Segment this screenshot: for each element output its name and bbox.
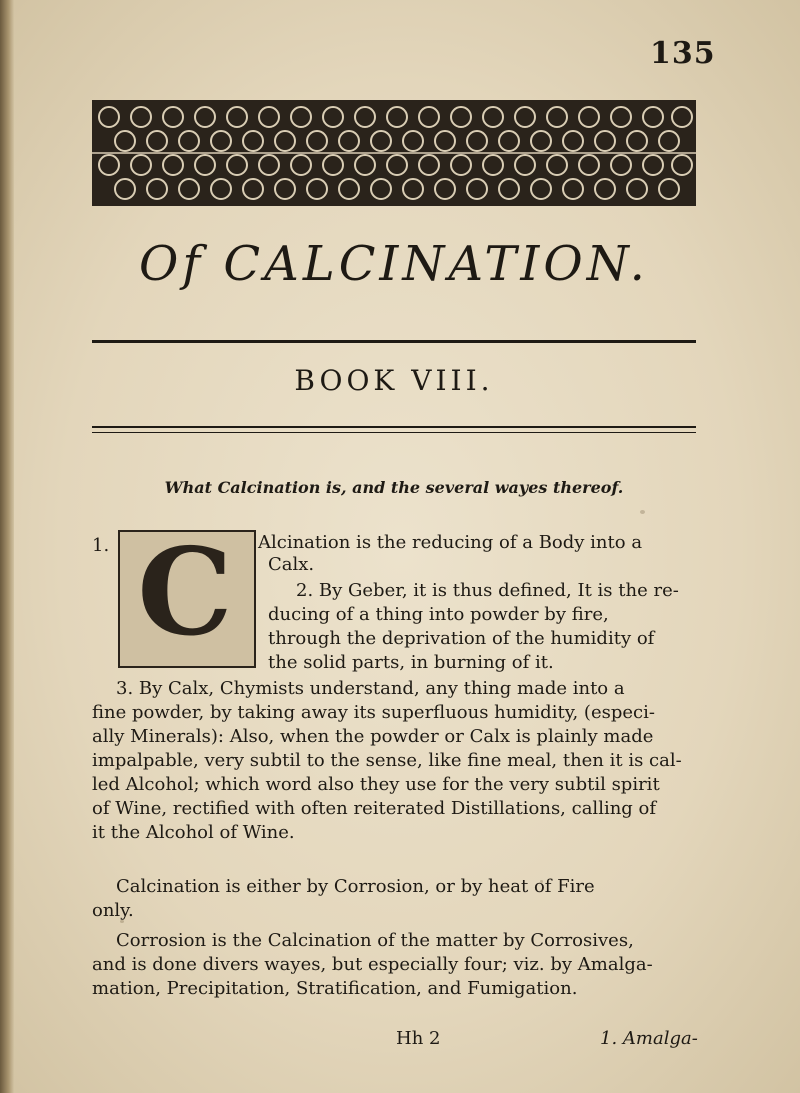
paragraph-3-line-5: led Alcohol; which word also they use for the very subtil spirit [92, 774, 660, 795]
paragraph-3-line-2: fine powder, by taking away its superfluous humidity, (especi- [92, 702, 655, 723]
paragraph-3-line-3: ally Minerals): Also, when the powder or Calx is plainly made [92, 726, 654, 747]
paper-fleck [540, 880, 543, 883]
book-rule-top [92, 426, 696, 428]
paragraph-3-line-1: 3. By Calx, Chymists understand, any thing made into a [116, 678, 625, 699]
section-title: Of CALCINATION. [139, 236, 649, 292]
paragraph-2-line-4: the solid parts, in burning of it. [268, 652, 554, 673]
paragraph-2-line-1: 2. By Geber, it is thus defined, It is the re- [296, 580, 679, 601]
paragraph-1-line-2: Calx. [268, 554, 315, 575]
book-rule-bottom [92, 432, 696, 433]
paper-fleck [120, 920, 124, 923]
title-rule [92, 340, 696, 343]
paragraph-5-line-1: Corrosion is the Calcination of the matter by Corrosives, [116, 930, 634, 951]
decorated-initial: C [137, 522, 233, 663]
paragraph-2-line-2: ducing of a thing into powder by fire, [268, 604, 609, 625]
catchword: 1. Amalga- [600, 1028, 698, 1049]
signature-mark: Hh 2 [396, 1028, 441, 1049]
book-heading: BOOK VIII. [294, 364, 494, 397]
paragraph-2-line-3: through the deprivation of the humidity of [268, 628, 655, 649]
paragraph-1-line-1: Alcination is the reducing of a Body into a [258, 532, 643, 553]
page-number: 135 [650, 36, 716, 71]
paragraph-5-line-3: mation, Precipitation, Stratification, and Fumigation. [92, 978, 578, 999]
paper-fleck [640, 510, 645, 514]
paragraph-3-line-4: impalpable, very subtil to the sense, like fine meal, then it is cal- [92, 750, 682, 771]
paragraph-1-number: 1. [92, 535, 110, 556]
paragraph-4-line-1: Calcination is either by Corrosion, or by heat of Fire [116, 876, 595, 897]
paragraph-3-line-7: it the Alcohol of Wine. [92, 822, 295, 843]
page-binding-shadow [0, 0, 14, 1093]
paragraph-3-line-6: of Wine, rectified with often reiterated Distillations, calling of [92, 798, 657, 819]
paragraph-5-line-2: and is done divers wayes, but especially four; viz. by Amalga- [92, 954, 653, 975]
paragraph-4-line-2: only. [92, 900, 134, 921]
chapter-heading: What Calcination is, and the several wayes thereof. [164, 478, 624, 497]
decorative-headpiece [92, 100, 696, 206]
